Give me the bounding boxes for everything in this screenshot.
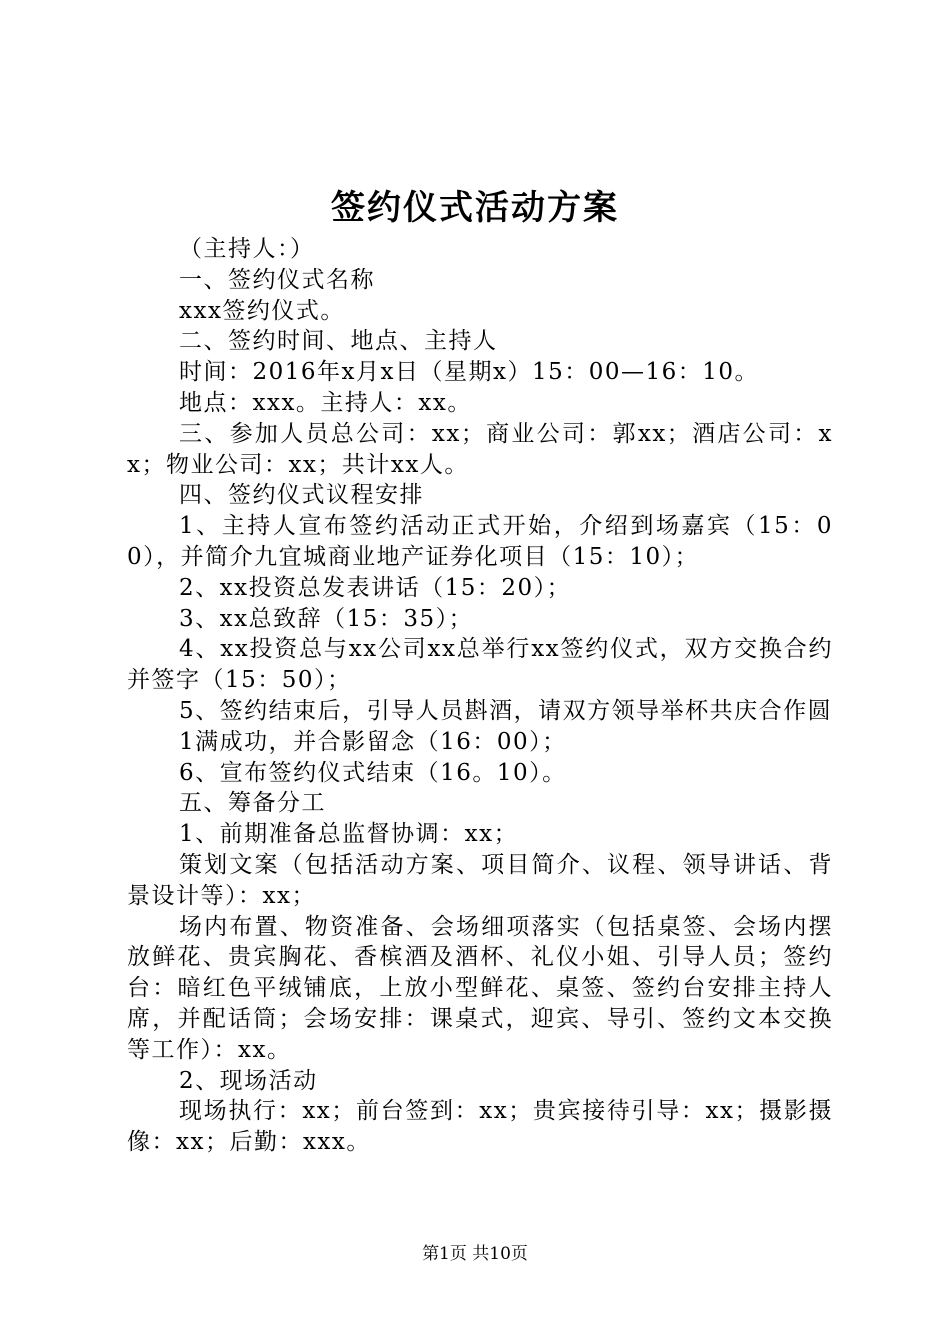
agenda-item-4: 4、xx投资总与xx公司xx总举行xx签约仪式，双方交换合约并签字（15：50）； <box>127 636 833 694</box>
paragraph-attendees: 三、参加人员总公司：xx；商业公司：郭xx；酒店公司：xx；物业公司：xx；共计xx人。 <box>127 420 833 478</box>
heading-section-5: 五、筹备分工 <box>179 790 326 817</box>
page-footer: 第1页 共10页 <box>422 1244 528 1264</box>
heading-section-4: 四、签约仪式议程安排 <box>179 482 424 509</box>
prep-item-1: 1、前期准备总监督协调：xx； <box>179 821 519 848</box>
prep-item-2: 2、现场活动 <box>179 1067 318 1094</box>
document-title: 签约仪式活动方案 <box>331 188 619 228</box>
agenda-item-6: 6、宣布签约仪式结束（16。10）。 <box>179 759 567 786</box>
prep-venue: 场内布置、物资准备、会场细项落实（包括桌签、会场内摆放鲜花、贵宾胸花、香槟酒及酒杯、礼仪小姐、引导人员；签约台：暗红色平绒铺底，上放小型鲜花、桌签、签约台安排主持人席，并配话筒；会场安排：课桌式，迎宾、导引、签约文本交换等工作）：xx。 <box>127 913 833 1063</box>
prep-onsite: 现场执行：xx；前台签到：xx；贵宾接待引导：xx；摄影摄像：xx；后勤：xxx。 <box>127 1098 833 1156</box>
heading-section-2: 二、签约时间、地点、主持人 <box>179 328 498 355</box>
agenda-item-3: 3、xx总致辞（15：35）； <box>179 605 474 632</box>
paragraph-host: （主持人：） <box>179 236 315 262</box>
paragraph-time: 时间：2016年x月x日（星期x）15：00—16：10。 <box>179 359 760 386</box>
document-body <box>127 234 833 1158</box>
agenda-item-1: 1、主持人宣布签约活动正式开始，介绍到场嘉宾（15：00），并简介九宜城商业地产证券化项目（15：10）； <box>127 513 833 570</box>
agenda-item-2: 2、xx投资总发表讲话（15：20）； <box>179 574 572 601</box>
prep-planning: 策划文案（包括活动方案、项目简介、议程、领导讲话、背景设计等）：xx； <box>127 851 833 909</box>
paragraph-location: 地点：xxx。主持人：xx。 <box>179 389 472 416</box>
heading-section-1: 一、签约仪式名称 <box>179 266 375 293</box>
agenda-item-5: 5、签约结束后，引导人员斟酒，请双方领导举杯共庆合作圆 <box>179 697 833 724</box>
agenda-item-5-cont: 1满成功，并合影留念（16：00）； <box>179 728 567 755</box>
paragraph-ceremony-name: xxx签约仪式。 <box>179 297 345 324</box>
